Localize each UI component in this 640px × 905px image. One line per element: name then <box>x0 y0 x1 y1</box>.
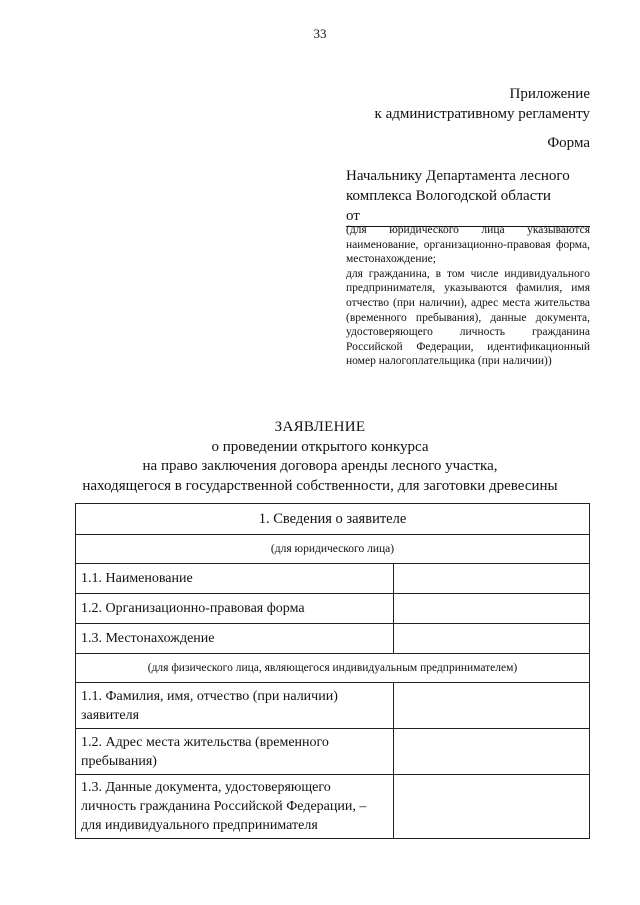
row-label: 1.1. Наименование <box>76 564 394 594</box>
addressee-from-field[interactable]: от <box>346 206 590 227</box>
table-row <box>76 775 590 839</box>
legal-entity-header-row <box>76 535 590 564</box>
page-number: 33 <box>313 26 327 41</box>
individual-subheader: (для физического лица, являющегося индивидуальным предпринимателем) <box>76 654 590 683</box>
table-row <box>76 683 590 729</box>
note-legal-entity: (для юридического лица указываются наименование, организационно-правовая форма, местонахождение; <box>346 224 590 266</box>
applicant-instructions-note <box>346 223 590 369</box>
row-value-field[interactable] <box>394 594 590 624</box>
table-row <box>76 564 590 594</box>
row-value-field[interactable] <box>394 624 590 654</box>
appendix-reference <box>375 84 590 124</box>
row-label: 1.3. Данные документа, удостоверяющего личность гражданина Российской Федерации, – для индивидуального предпринимателя <box>76 775 394 839</box>
form-label: Форма <box>547 135 590 151</box>
row-label: 1.3. Местонахождение <box>76 624 394 654</box>
applicant-info-table <box>75 503 590 839</box>
row-value-field[interactable] <box>394 564 590 594</box>
document-heading <box>0 418 640 496</box>
row-value-field[interactable] <box>394 729 590 775</box>
table-row <box>76 624 590 654</box>
row-label: 1.1. Фамилия, имя, отчество (при наличии) заявителя <box>76 683 394 729</box>
addressee-block <box>346 166 590 227</box>
addressee-line-2: комплекса Вологодской области <box>346 188 551 204</box>
individual-header-row <box>76 654 590 683</box>
document-title: ЗАЯВЛЕНИЕ <box>274 419 366 435</box>
row-label: 1.2. Адрес места жительства (временного пребывания) <box>76 729 394 775</box>
row-value-field[interactable] <box>394 775 590 839</box>
row-label: 1.2. Организационно-правовая форма <box>76 594 394 624</box>
legal-entity-subheader: (для юридического лица) <box>76 535 590 564</box>
appendix-line-2: к административному регламенту <box>374 106 590 122</box>
appendix-line-1: Приложение <box>509 86 590 102</box>
row-value-field[interactable] <box>394 683 590 729</box>
note-individual: для гражданина, в том числе индивидуального предпринимателя, указываются фамилия, имя отчество (при наличии), адрес места жительства (временного пребывания), данные документа, удостоверяющего личность гражданина Российской Федерации, идентификационный номер налогоплательщика (при наличии)) <box>346 267 590 368</box>
section-header-row <box>76 504 590 535</box>
table-row <box>76 594 590 624</box>
heading-line-2: на право заключения договора аренды лесного участка, <box>142 458 498 474</box>
section-title: 1. Сведения о заявителе <box>76 504 590 535</box>
heading-line-1: о проведении открытого конкурса <box>211 438 429 455</box>
heading-line-3: находящегося в государственной собственности, для заготовки древесины <box>82 477 558 494</box>
addressee-line-1: Начальнику Департамента лесного <box>346 168 570 184</box>
table-row <box>76 729 590 775</box>
